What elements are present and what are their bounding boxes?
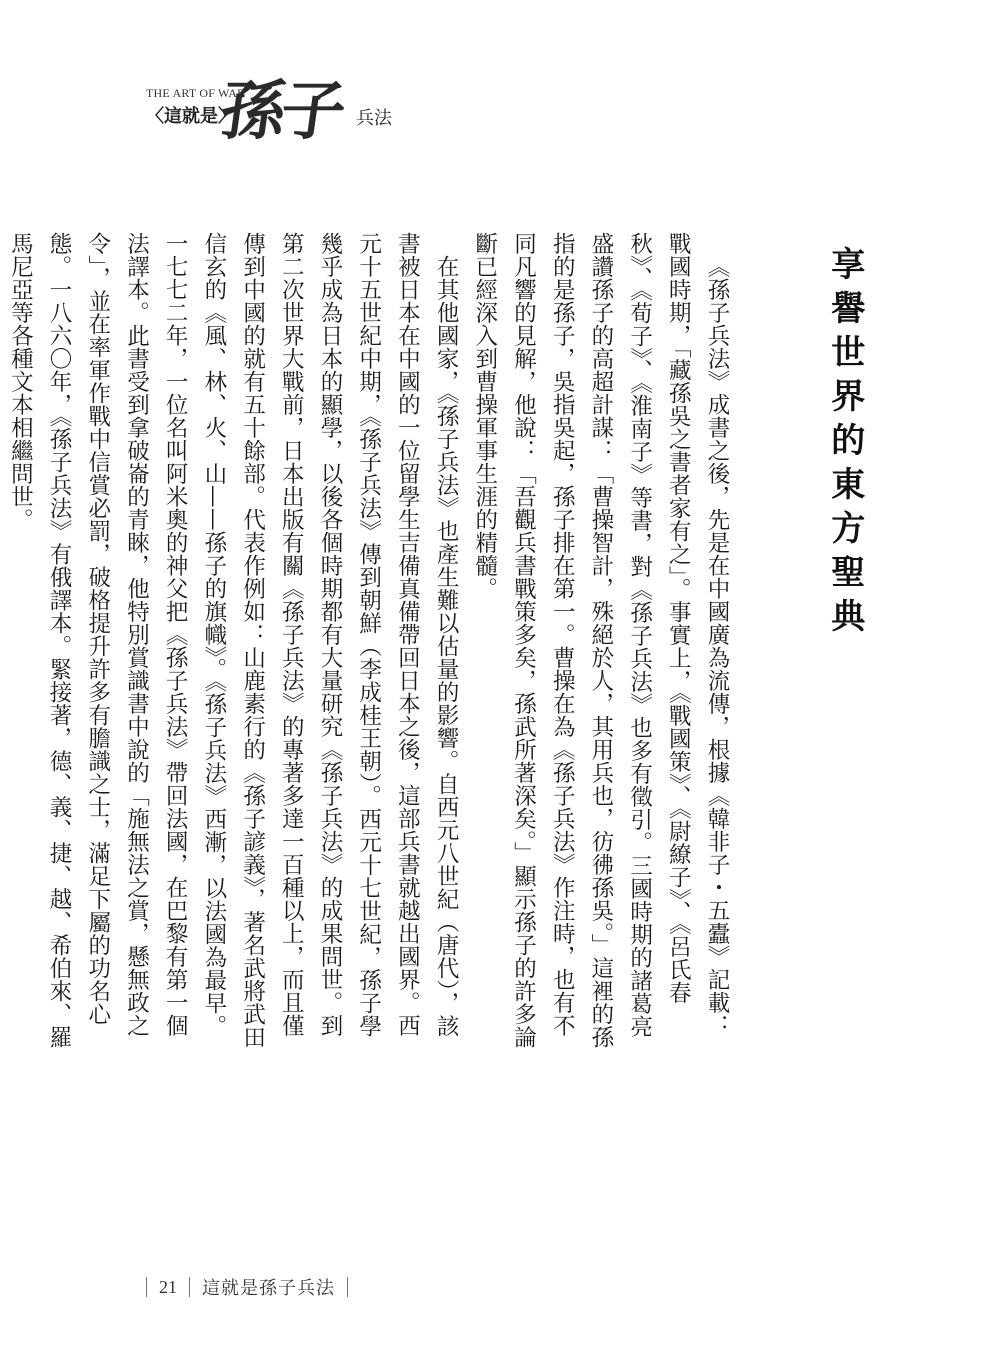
- header-logo: [146, 64, 416, 149]
- body-text: [7, 232, 736, 1052]
- footer-title: 這就是孫子兵法: [202, 1278, 335, 1299]
- paragraph-1: 《孫子兵法》成書之後，先是在中國廣為流傳，根據《韓非子・五蠹》記載：戰國時期，「藏孫吳之書者家有之」。事實上，《戰國策》、《尉繚子》、《呂氏春秋》、《荀子》、《淮南子》等書，對《孫子兵法》也多有徵引。三國時期的諸葛亮盛讚孫子的高超計謀：「曹操智計，殊絕於人，其用兵也，彷彿孫吳。」這裡的孫指的是孫子，吳指吳起，孫子排在第一。曹操在為《孫子兵法》作注時，也有不同凡響的見解，他說：「吾觀兵書戰策多矣，孫武所著深矣。」顯示孫子的許多論斷已經深入到曹操軍事生涯的精髓。: [471, 232, 730, 1049]
- section-title: 享譽世界的東方聖典: [824, 246, 865, 642]
- logo-english-title: THE ART OF WAR: [146, 86, 246, 100]
- page-footer: [146, 1277, 348, 1297]
- paragraph-2: 在其他國家，《孫子兵法》也產生難以估量的影響。自西元八世紀（唐代），該書被日本在中國的一位留學生吉備真備帶回日本之後，這部兵書就越出國界。西元十五世紀中期，《孫子兵法》傳到朝鮮（李成桂王朝）。西元十七世紀，孫子學幾乎成為日本的顯學，以後各個時期都有大量研究《孫子兵法》的成果問世。到第二次世界大戰前，日本出版有關《孫子兵法》的專著多達一百種以上，而且僅傳到中國的就有五十餘部。代表作例如：山鹿素行的《孫子諺義》，著名武將武田信玄的《風、林、火、山——孫子的旗幟》。《孫子兵法》西漸，以法國為最早。一七七二年，一位名叫阿米奧的神父把《孫子兵法》帶回法國，在巴黎有第一個法譯本。此書受到拿破崙的青睞，他特別賞識書中說的「施無法之賞，懸無政之令」，並在率軍作戰中信賞必罰，破格提升許多有膽識之士，滿足下屬的功名心態。一八六〇年，《孫子兵法》有俄譯本。緊接著，德、義、捷、越、希伯來、羅馬尼亞等各種文本相繼問世。: [7, 232, 460, 1049]
- page-number: 21: [159, 1276, 177, 1297]
- footer-divider: [347, 1277, 348, 1297]
- logo-main-title: 孫子: [215, 74, 347, 149]
- logo-subtitle: 〈這就是〉: [146, 106, 236, 127]
- logo-suffix: 兵法: [356, 108, 392, 129]
